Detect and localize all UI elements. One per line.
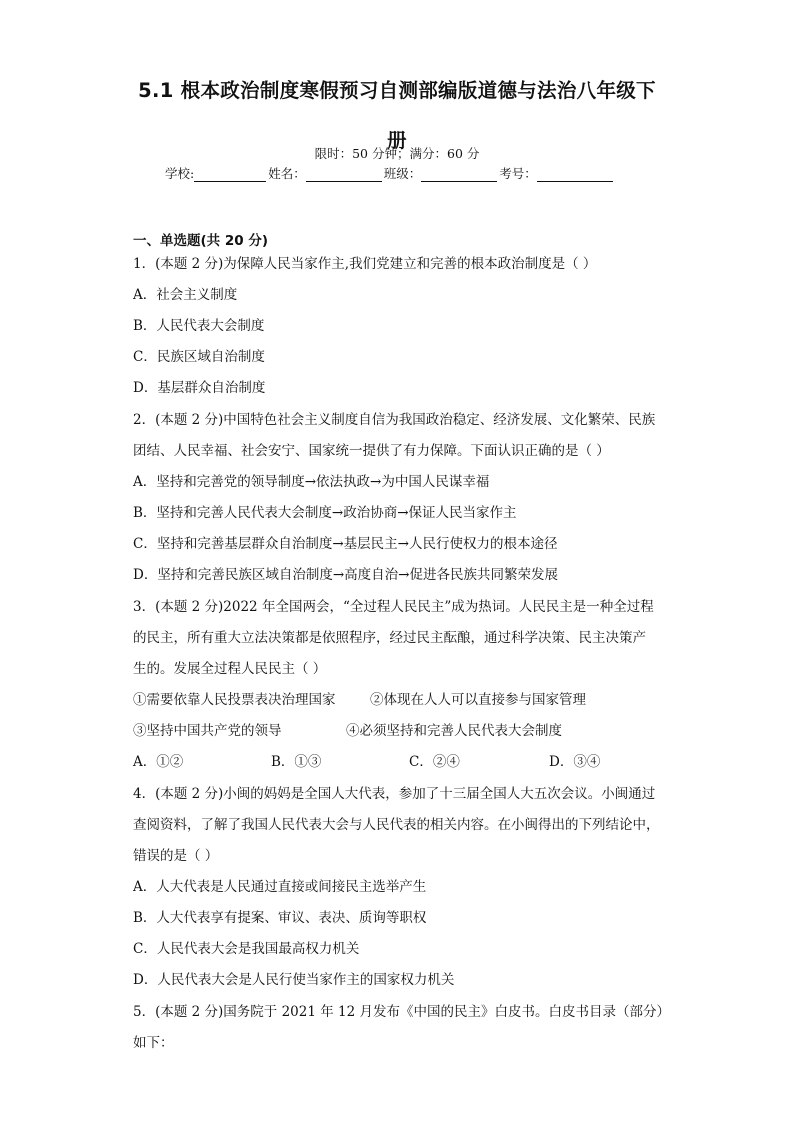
question-1-option-a: A．社会主义制度 bbox=[133, 287, 238, 303]
question-4-stem-line: 查阅资料，了解了我国人民代表大会与人民代表的相关内容。在小闽得出的下列结论中， bbox=[133, 817, 660, 833]
statement-4: ④必须坚持和完善人民代表大会制度 bbox=[346, 723, 562, 739]
choice-b: B．①③ bbox=[271, 754, 322, 770]
question-2-option-a: A．坚持和完善党的领导制度→依法执政→为中国人民谋幸福 bbox=[133, 474, 490, 490]
school-blank[interactable] bbox=[194, 167, 266, 182]
question-4-option-b: B．人大代表享有提案、审议、表决、质询等职权 bbox=[133, 910, 427, 926]
title-line-1: 5.1 根本政治制度寒假预习自测部编版道德与法治八年级下 bbox=[138, 79, 656, 102]
choice-d: D．③④ bbox=[549, 754, 601, 770]
name-label: 姓名： bbox=[268, 166, 306, 181]
choice-a: A．①② bbox=[133, 754, 184, 770]
question-4-option-c: C．人民代表大会是我国最高权力机关 bbox=[133, 941, 360, 957]
student-info-fields bbox=[165, 166, 615, 182]
statement-3: ③坚持中国共产党的领导 bbox=[133, 723, 282, 739]
class-label: 班级： bbox=[383, 166, 422, 181]
number-label: 考号： bbox=[499, 166, 537, 181]
question-1-option-c: C．民族区域自治制度 bbox=[133, 349, 265, 365]
question-2-option-c: C．坚持和完善基层群众自治制度→基层民主→人民行使权力的根本途径 bbox=[133, 536, 558, 552]
question-4-option-a: A．人大代表是人民通过直接或间接民主选举产生 bbox=[133, 879, 427, 895]
statement-2: ②体现在人人可以直接参与国家管理 bbox=[370, 692, 586, 708]
question-5-stem-line: 5．(本题 2 分)国务院于 2021 年 12 月发布《中国的民主》白皮书。白皮书目录（部分） bbox=[133, 1004, 670, 1020]
question-4-stem-line: 错误的是（ ） bbox=[133, 848, 219, 864]
question-3-stem-line: 的民主，所有重大立法决策都是依照程序，经过民主酝酿，通过科学决策、民主决策产 bbox=[133, 630, 646, 646]
question-3-stem-line: 生的。发展全过程人民民主（ ） bbox=[133, 661, 327, 677]
name-blank[interactable] bbox=[306, 167, 382, 182]
title-line-2: 册 bbox=[387, 129, 407, 152]
question-3-stem-line: 3．(本题 2 分)2022 年全国两会，“全过程人民民主”成为热词。人民民主是一种全过程 bbox=[133, 599, 654, 615]
question-2-option-d: D．坚持和完善民族区域自治制度→高度自治→促进各民族共同繁荣发展 bbox=[133, 567, 558, 583]
question-1-option-b: B．人民代表大会制度 bbox=[133, 318, 265, 334]
question-1-stem-line: 1．(本题 2 分)为保障人民当家作主,我们党建立和完善的根本政治制度是（ ） bbox=[133, 256, 597, 272]
question-2-option-b: B．坚持和完善人民代表大会制度→政治协商→保证人民当家作主 bbox=[133, 505, 517, 521]
school-label: 学校: bbox=[165, 166, 195, 181]
statement-1: ①需要依靠人民投票表决治理国家 bbox=[133, 692, 336, 708]
question-4-stem-line: 4．(本题 2 分)小闽的妈妈是全国人大代表，参加了十三届全国人大五次会议。小闽通过 bbox=[133, 786, 656, 802]
class-blank[interactable] bbox=[421, 167, 497, 182]
question-1-option-d: D．基层群众自治制度 bbox=[133, 380, 266, 396]
section-title: 一、单选题(共 20 分) bbox=[133, 233, 269, 249]
choice-c: C．②④ bbox=[409, 754, 460, 770]
question-4-option-d: D．人民代表大会是人民行使当家作主的国家权力机关 bbox=[133, 972, 455, 988]
number-blank[interactable] bbox=[537, 167, 613, 182]
question-2-stem-line: 团结、人民幸福、社会安宁、国家统一提供了有力保障。下面认识正确的是（ ） bbox=[133, 443, 610, 459]
time-score-info: 限时：50 分钟；满分：60 分 bbox=[314, 146, 480, 161]
question-5-stem-line: 如下： bbox=[133, 1035, 174, 1051]
question-2-stem-line: 2．(本题 2 分)中国特色社会主义制度自信为我国政治稳定、经济发展、文化繁荣、民族 bbox=[133, 412, 656, 428]
